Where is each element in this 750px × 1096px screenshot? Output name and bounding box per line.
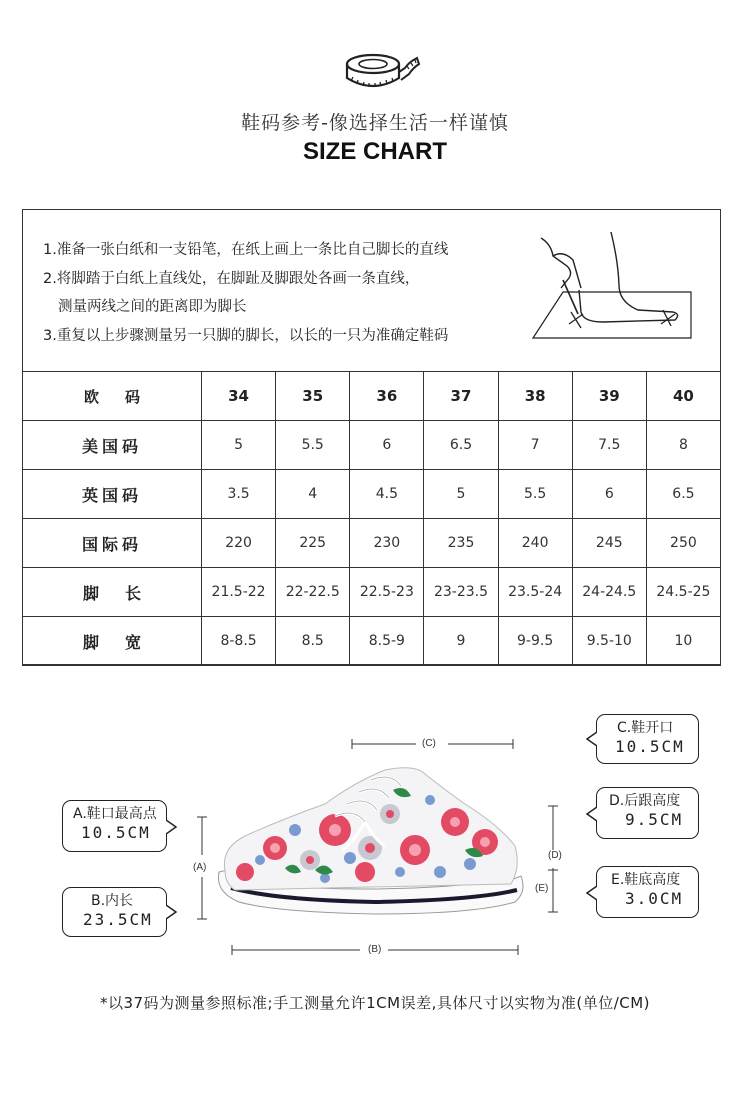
table-cell: 6	[572, 470, 646, 519]
table-cell: 39	[572, 372, 646, 421]
table-row	[23, 519, 721, 568]
row-header: 欧码	[23, 372, 202, 421]
callout-c-label: C.鞋开口	[617, 720, 674, 736]
table-cell: 22-22.5	[276, 568, 350, 617]
measuring-instructions	[43, 236, 448, 350]
table-cell: 24.5-25	[646, 568, 720, 617]
callout-b-label: B.内长	[91, 893, 134, 909]
table-cell: 9.5-10	[572, 617, 646, 666]
instruction-step-1: 1.准备一张白纸和一支铅笔，在纸上画上一条比自己脚长的直线	[43, 242, 449, 258]
table-cell: 21.5-22	[202, 568, 276, 617]
table-cell: 6.5	[646, 470, 720, 519]
instruction-step-2-cont: 测量两线之间的距离即为脚长	[58, 299, 247, 315]
callout-a-value: 10.5CM	[81, 823, 151, 842]
table-row	[23, 470, 721, 519]
dimension-label-c: (C)	[422, 738, 436, 749]
dimension-label-a: (A)	[193, 862, 207, 873]
table-cell: 5	[202, 421, 276, 470]
table-cell: 40	[646, 372, 720, 421]
table-cell: 35	[276, 372, 350, 421]
table-cell: 24-24.5	[572, 568, 646, 617]
foot-measuring-illustration	[523, 230, 698, 345]
row-header: 英国码	[23, 470, 202, 519]
callout-d	[596, 787, 699, 839]
table-row	[23, 421, 721, 470]
callout-a	[62, 800, 167, 852]
row-header: 脚长	[23, 568, 202, 617]
callout-b-value: 23.5CM	[83, 910, 153, 929]
table-cell: 8-8.5	[202, 617, 276, 666]
callout-e	[596, 866, 699, 918]
table-cell: 4.5	[350, 470, 424, 519]
table-cell: 3.5	[202, 470, 276, 519]
tape-measure-icon	[343, 50, 423, 96]
callout-d-value: 9.5CM	[625, 810, 684, 829]
shoe-dimension-diagram	[0, 700, 750, 980]
table-cell: 5.5	[276, 421, 350, 470]
table-cell: 8.5	[276, 617, 350, 666]
callout-e-value: 3.0CM	[625, 889, 684, 908]
table-cell: 7.5	[572, 421, 646, 470]
table-cell: 38	[498, 372, 572, 421]
dimension-label-d: (D)	[548, 850, 562, 861]
table-cell: 245	[572, 519, 646, 568]
callout-d-label: D.后跟高度	[609, 793, 681, 809]
table-cell: 22.5-23	[350, 568, 424, 617]
table-cell: 10	[646, 617, 720, 666]
row-header: 国际码	[23, 519, 202, 568]
table-cell: 220	[202, 519, 276, 568]
page-subtitle: 鞋码参考-像选择生活一样谨慎	[241, 112, 509, 134]
table-cell: 5.5	[498, 470, 572, 519]
table-cell: 6.5	[424, 421, 498, 470]
table-row	[23, 568, 721, 617]
dimension-label-e: (E)	[535, 883, 549, 894]
callout-e-label: E.鞋底高度	[611, 872, 681, 888]
callout-b	[62, 887, 167, 937]
row-header: 美国码	[23, 421, 202, 470]
row-header: 脚宽	[23, 617, 202, 666]
table-cell: 4	[276, 470, 350, 519]
table-cell: 240	[498, 519, 572, 568]
table-cell: 235	[424, 519, 498, 568]
table-row	[23, 617, 721, 666]
callout-c-value: 10.5CM	[615, 737, 685, 756]
table-cell: 8	[646, 421, 720, 470]
floral-sneaker-image	[215, 760, 530, 925]
page-title: SIZE CHART	[303, 138, 447, 165]
instruction-step-3: 3.重复以上步骤测量另一只脚的脚长，以长的一只为准确定鞋码	[43, 327, 449, 344]
callout-a-label: A.鞋口最高点	[73, 806, 157, 822]
size-chart-box	[22, 209, 721, 665]
size-table	[22, 371, 721, 666]
instruction-step-2: 2.将脚踏于白纸上直线处，在脚趾及脚跟处各画一条直线，	[43, 270, 420, 287]
table-cell: 36	[350, 372, 424, 421]
table-cell: 225	[276, 519, 350, 568]
table-cell: 250	[646, 519, 720, 568]
table-cell: 34	[202, 372, 276, 421]
table-cell: 9	[424, 617, 498, 666]
dimension-label-b: (B)	[368, 944, 382, 955]
table-cell: 6	[350, 421, 424, 470]
table-cell: 23.5-24	[498, 568, 572, 617]
table-cell: 23-23.5	[424, 568, 498, 617]
callout-c	[596, 714, 699, 764]
table-cell: 8.5-9	[350, 617, 424, 666]
table-cell: 7	[498, 421, 572, 470]
table-row	[23, 372, 721, 421]
measurement-footnote: *以37码为测量参照标准;手工测量允许1CM误差,具体尺寸以实物为准(单位/CM)	[99, 994, 651, 1012]
table-cell: 230	[350, 519, 424, 568]
table-cell: 37	[424, 372, 498, 421]
table-cell: 9-9.5	[498, 617, 572, 666]
table-cell: 5	[424, 470, 498, 519]
